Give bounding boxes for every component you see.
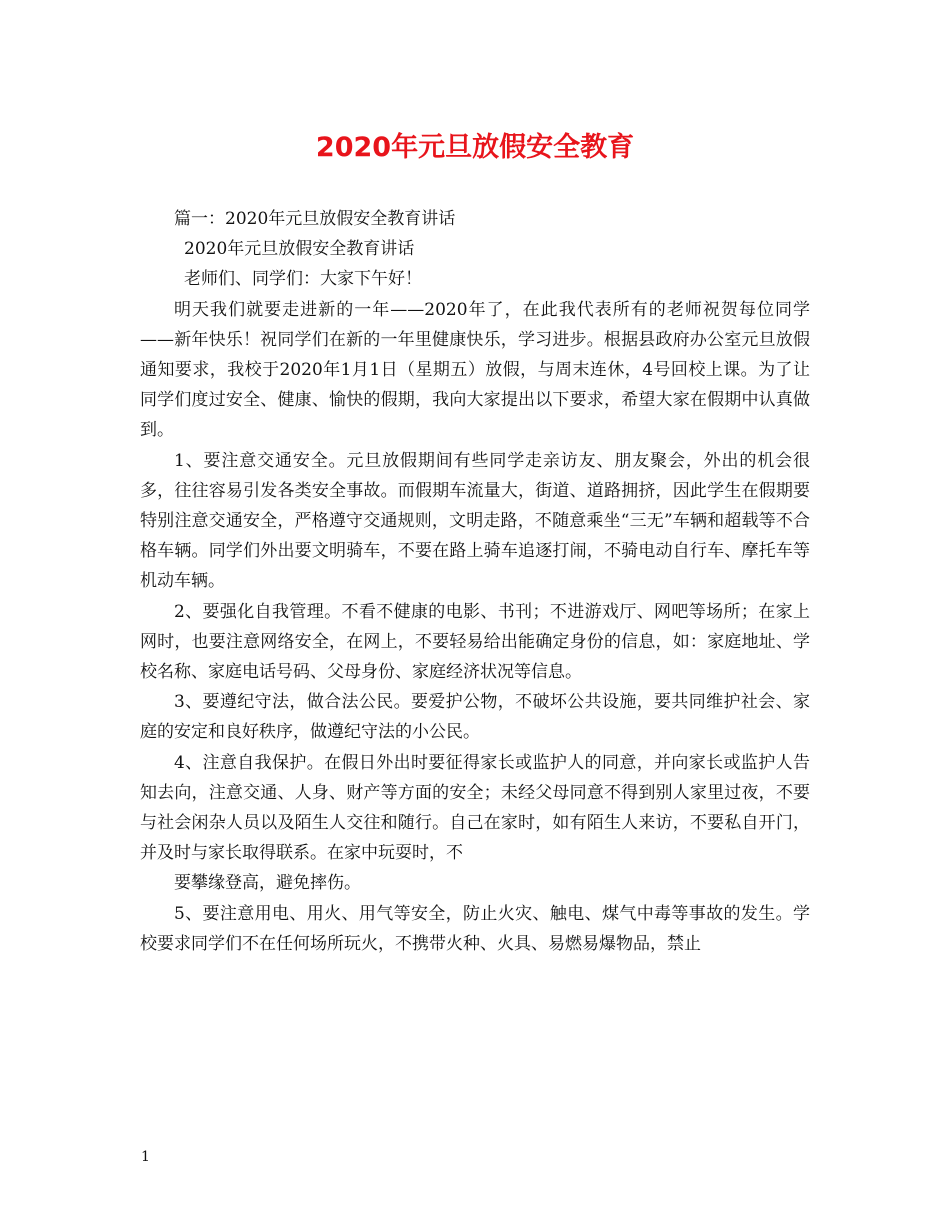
paragraph-intro: 明天我们就要走进新的一年——2020年了，在此我代表所有的老师祝贺每位同学——新年快乐！祝同学们在新的一年里健康快乐，学习进步。根据县政府办公室元旦放假通知要求，我校于2020年1月1日（星期五）放假，与周末连休，4号回校上课。为了让同学们度过安全、健康、愉快的假期，我向大家提出以下要求，希望大家在假期中认真做到。 — [140, 299, 810, 441]
section-heading: 篇一：2020年元旦放假安全教育讲话 — [174, 209, 456, 229]
paragraph-item-4: 4、注意自我保护。在假日外出时要征得家长或监护人的同意，并向家长或监护人告知去向，注意交通、人身、财产等方面的安全；未经父母同意不得到别人家里过夜，不要与社会闲杂人员以及陌生人交往和随行。自己在家时，如有陌生人来访，不要私自开门，并及时与家长取得联系。在家中玩耍时，不 — [140, 752, 810, 864]
paragraph-item-1: 1、要注意交通安全。元旦放假期间有些同学走亲访友、朋友聚会，外出的机会很多，往往容易引发各类安全事故。而假期车流量大，街道、道路拥挤，因此学生在假期要特别注意交通安全，严格遵守交通规则，文明走路，不随意乘坐“三无”车辆和超载等不合格车辆。同学们外出要文明骑车，不要在路上骑车追逐打闹，不骑电动自行车、摩托车等机动车辆。 — [140, 450, 810, 592]
paragraph-item-5: 5、要注意用电、用火、用气等安全，防止火灾、触电、煤气中毒等事故的发生。学校要求同学们不在任何场所玩火，不携带火种、火具、易燃易爆物品，禁止 — [140, 903, 810, 954]
document-body — [140, 204, 810, 959]
paragraph-item-3: 3、要遵纪守法，做合法公民。要爱护公物，不破坏公共设施，要共同维护社会、家庭的安定和良好秩序，做遵纪守法的小公民。 — [140, 692, 810, 743]
paragraph-item-2: 2、要强化自我管理。不看不健康的电影、书刊；不进游戏厅、网吧等场所；在家上网时，也要注意网络安全，在网上，不要轻易给出能确定身份的信息，如：家庭地址、学校名称、家庭电话号码、父母身份、家庭经济状况等信息。 — [140, 601, 810, 683]
page-number: 1 — [141, 1149, 150, 1165]
document-title: 2020年元旦放假安全教育 — [315, 132, 635, 163]
greeting: 老师们、同学们：大家下午好！ — [184, 269, 422, 290]
speech-title: 2020年元旦放假安全教育讲话 — [184, 239, 415, 260]
paragraph-item-4-continued: 要攀缘登高，避免摔伤。 — [174, 873, 361, 894]
